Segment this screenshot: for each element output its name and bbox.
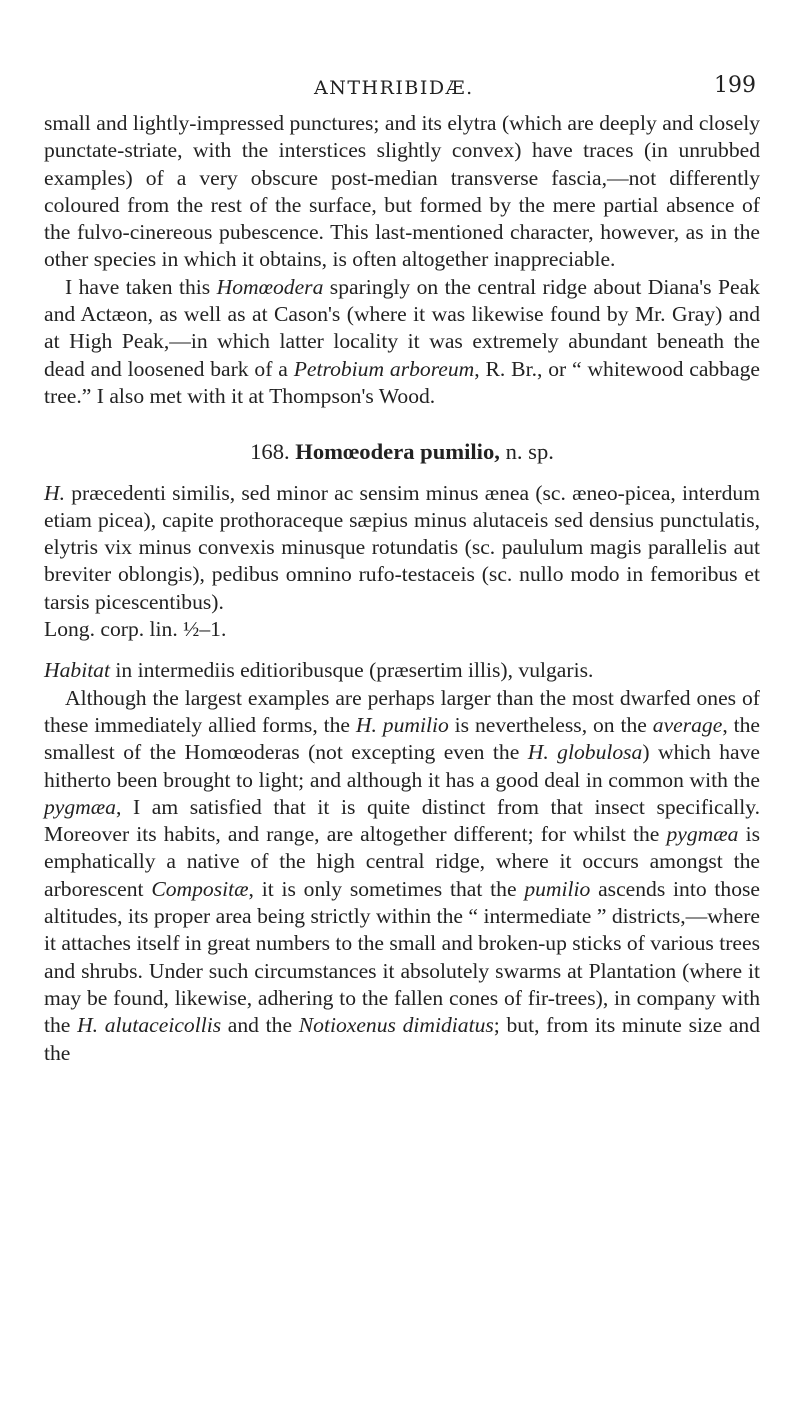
text-run: ascends into those altitudes, its proper area being strictly within the “ intermediate ” districts,—where it attaches itself in great numbers to the small and broken-up sticks of various trees and shrubs. Under such circumstances it absolutely swarms at Plantation (where it may be found, likewise, adhering to the fallen cones of fir-trees), in company with the xyxy=(44,876,760,1038)
paragraph-locality xyxy=(44,274,760,410)
taxon-name: Petrobium arboreum xyxy=(293,356,475,381)
text-run: præcedenti similis, sed minor ac sensim minus æneа (sc. æneo-picea, interdum etiam picea), capite prothoraceque sæpius minus alutaceis sed densius punctulatis, elytris vix minus convexis minusque rotundatis (sc. paululum magis parallelis aut breviter oblongis), pedibus omnino rufo-testaceis (sc. nullo modo in femoribus et tarsis picescentibus). xyxy=(44,480,760,614)
habitat-label: Habitat xyxy=(44,658,110,683)
text-run: , I am satisfied that it is quite distinct from that insect specifically. Moreover its habits, and range, are altogether different; for whilst the xyxy=(44,794,760,847)
taxon-name: H. pumilio xyxy=(355,712,449,737)
length-fraction: ½ xyxy=(183,617,200,642)
running-title: ANTHRIBIDÆ. xyxy=(314,77,474,99)
habitat-line xyxy=(44,657,760,684)
length-label: Long. corp. lin. xyxy=(44,617,184,642)
taxon-name: Homœodera xyxy=(216,274,324,299)
length-line xyxy=(44,616,760,643)
species-suffix: n. sp. xyxy=(505,439,554,465)
text-run: is emphatically a native of the high central ridge, where it occurs amongst the arborescent xyxy=(44,822,760,901)
length-end: –1. xyxy=(199,617,227,642)
emphasis: average xyxy=(652,712,723,737)
text-run: ; but, from its minute size and the xyxy=(44,1013,761,1065)
taxon-name: pumilio xyxy=(524,876,591,901)
page-body xyxy=(44,110,760,1067)
text-run: , the smallest of the Homœoderas (not excepting even the xyxy=(44,712,761,765)
text-run: sparingly on the central ridge about Diana's Peak and Actæon, as well as at Cason's (where it was likewise found by Mr. Gray) and at High Peak,—in which latter locality it was extremely abundant beneath the dead and loosened bark of a xyxy=(44,274,760,381)
text-run: Although the largest examples are perhaps larger than the most dwarfed ones of these immediately allied forms, the xyxy=(44,685,760,737)
taxon-name: pygmæa xyxy=(666,822,739,847)
species-name: Homœodera pumilio, xyxy=(295,439,500,465)
text-run: and the xyxy=(221,1013,299,1038)
diagnosis xyxy=(44,480,760,616)
species-heading xyxy=(44,438,760,465)
taxon-name: Notioxenus dimidiatus xyxy=(298,1013,494,1038)
taxon-name: pygmæa xyxy=(44,794,116,819)
text-run: I have taken this xyxy=(65,274,217,299)
taxon-name: H. globulosa xyxy=(527,740,643,765)
page-number: 199 xyxy=(714,73,756,98)
text-run: , R. Br., or “ whitewood cabbage tree.” I also met with it at Thompson's Wood. xyxy=(44,356,760,408)
text-run: small and lightly-impressed punctures; and its elytra (which are deeply and closely punctate-striate, with the interstices slightly convex) have traces (in unrubbed examples) of a very obscure post-median transverse fascia,—not differently coloured from the rest of the surface, but formed by the mere partial absence of the fulvo-cinereous pubescence. This last-mentioned character, however, as in the other species in which it obtains, is often altogether inappreciable. xyxy=(44,111,760,272)
taxon-name: H. alutaceicollis xyxy=(77,1013,222,1038)
text-run: ) which have hitherto been brought to light; and although it has a good deal in common with the xyxy=(44,740,760,792)
paragraph-discussion xyxy=(44,685,760,1067)
text-run: is nevertheless, on the xyxy=(448,712,653,737)
species-number: 168. xyxy=(250,439,290,465)
taxon-name: Compositæ xyxy=(151,876,249,901)
running-head xyxy=(44,0,760,110)
genus-abbrev: H. xyxy=(44,480,65,505)
habitat-text: in intermediis editioribusque (præsertim illis), vulgaris. xyxy=(109,658,594,683)
paragraph-continued xyxy=(44,110,760,274)
text-run: , it is only sometimes that the xyxy=(248,876,525,901)
latin-description xyxy=(44,480,760,644)
